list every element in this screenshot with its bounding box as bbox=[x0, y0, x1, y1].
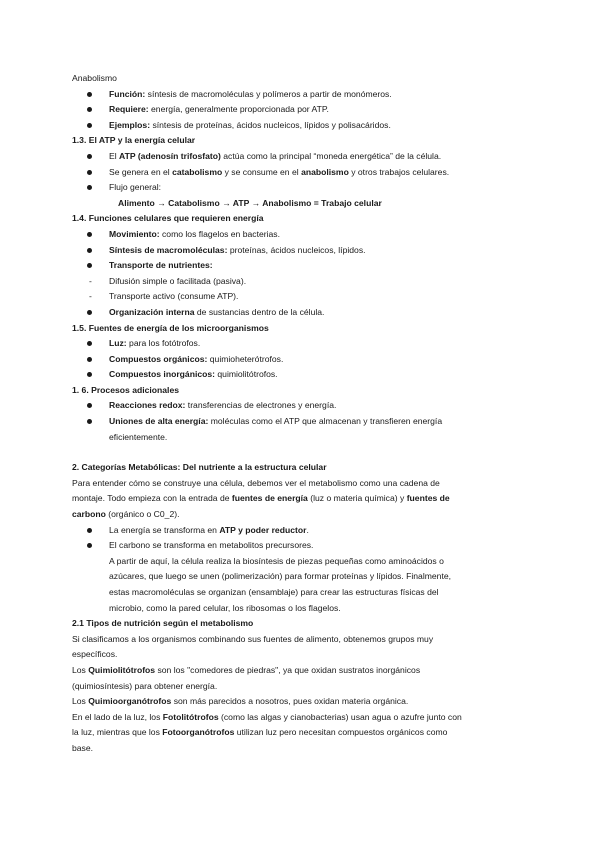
bullet-icon bbox=[87, 123, 92, 128]
paragraph-line: específicos. bbox=[72, 649, 118, 660]
list-item: Organización interna de sustancias dentro de la célula. bbox=[72, 305, 532, 321]
paragraph-line: microbio, como la pared celular, los ribosomas o los flagelos. bbox=[109, 602, 341, 613]
list-item: Función: síntesis de macromoléculas y polímeros a partir de monómeros. bbox=[72, 87, 532, 103]
list-item: Uniones de alta energía: moléculas como el ATP que almacenan y transfieren energía bbox=[72, 414, 532, 430]
section-title-anabolismo: Anabolismo bbox=[72, 73, 117, 83]
dash-icon: - bbox=[89, 275, 92, 286]
list-item-continuation: eficientemente. bbox=[109, 431, 168, 442]
bullet-icon bbox=[87, 528, 92, 533]
flow-line: Alimento → Catabolismo → ATP → Anabolismo = Trabajo celular bbox=[118, 197, 382, 208]
list-item: Se genera en el catabolismo y se consume en el anabolismo y otros trabajos celulares. bbox=[72, 165, 532, 181]
list-item: Síntesis de macromoléculas: proteínas, ácidos nucleicos, lípidos. bbox=[72, 243, 532, 259]
bullet-icon bbox=[87, 232, 92, 237]
paragraph-line: montaje. Todo empieza con la entrada de fuentes de energía (luz o materia química) y fuentes de bbox=[72, 493, 450, 504]
bullet-icon bbox=[87, 403, 92, 408]
list-item: Requiere: energía, generalmente proporcionada por ATP. bbox=[72, 102, 532, 118]
list-item: El ATP (adenosín trifosfato) actúa como la principal “moneda energética” de la célula. bbox=[72, 149, 532, 165]
list-item: Transporte de nutrientes: bbox=[72, 258, 532, 274]
section-heading-procesos: 1. 6. Procesos adicionales bbox=[72, 384, 179, 395]
paragraph-line: Si clasificamos a los organismos combinando sus fuentes de alimento, obtenemos grupos muy bbox=[72, 633, 434, 644]
bullet-icon bbox=[87, 185, 92, 190]
paragraph-line: (quimiosíntesis) para obtener energía. bbox=[72, 680, 218, 691]
document-page bbox=[72, 71, 532, 757]
list-item: Ejemplos: síntesis de proteínas, ácidos nucleicos, lípidos y polisacáridos. bbox=[72, 118, 532, 134]
bullet-icon bbox=[87, 372, 92, 377]
bullet-icon bbox=[87, 310, 92, 315]
section-heading-tipos: 2.1 Tipos de nutrición según el metabolismo bbox=[72, 618, 254, 629]
dash-icon: - bbox=[89, 291, 92, 302]
bullet-icon bbox=[87, 248, 92, 253]
bullet-icon bbox=[87, 543, 92, 548]
paragraph-line: azúcares, que luego se unen (polimerización) para formar proteínas y lípidos. Finalmente, bbox=[109, 571, 452, 582]
list-item: Flujo general: bbox=[72, 180, 532, 196]
paragraph-line: Para entender cómo se construye una célula, debemos ver el metabolismo como una cadena de bbox=[72, 477, 440, 488]
paragraph-line: estas macromoléculas se organizan (ensamblaje) para crear las estructuras físicas del bbox=[109, 587, 439, 597]
bullet-icon bbox=[87, 263, 92, 268]
paragraph-line: base. bbox=[72, 742, 94, 753]
list-item: Compuestos inorgánicos: quimiolitótrofos. bbox=[72, 367, 532, 383]
list-item: El carbono se transforma en metabolitos precursores. bbox=[72, 538, 532, 554]
list-item: Movimiento: como los flagelos en bacterias. bbox=[72, 227, 532, 243]
bullet-icon bbox=[87, 341, 92, 346]
bullet-icon bbox=[87, 170, 92, 175]
list-item: La energía se transforma en ATP y poder reductor. bbox=[72, 523, 532, 539]
section-heading-atp: 1.3. El ATP y la energía celular bbox=[72, 135, 196, 146]
paragraph-line: Los Quimioorganótrofos son más parecidos a nosotros, pues oxidan materia orgánica. bbox=[72, 696, 409, 707]
dash-item: - Difusión simple o facilitada (pasiva). bbox=[72, 274, 532, 290]
bullet-icon bbox=[87, 107, 92, 112]
paragraph-line: la luz, mientras que los Fotoorganótrofos utilizan luz pero necesitan compuestos orgánicos como bbox=[72, 727, 448, 738]
section-heading-funciones: 1.4. Funciones celulares que requieren energía bbox=[72, 213, 264, 224]
list-item: Compuestos orgánicos: quimioheterótrofos. bbox=[72, 352, 532, 368]
paragraph-line: Los Quimiolitótrofos son los "comedores de piedras", ya que oxidan sustratos inorgánicos bbox=[72, 664, 421, 675]
section-heading-fuentes: 1.5. Fuentes de energía de los microorganismos bbox=[72, 322, 269, 333]
bullet-icon bbox=[87, 92, 92, 97]
paragraph-line: En el lado de la luz, los Fotolitótrofos (como las algas y cianobacterias) usan agua o azufre junto con bbox=[72, 711, 462, 722]
bullet-icon bbox=[87, 154, 92, 159]
spacer bbox=[72, 445, 532, 460]
list-item: Reacciones redox: transferencias de electrones y energía. bbox=[72, 398, 532, 414]
bullet-icon bbox=[87, 357, 92, 362]
section-heading-categorias: 2. Categorías Metabólicas: Del nutriente a la estructura celular bbox=[72, 462, 327, 473]
paragraph-line: carbono (orgánico o C0_2). bbox=[72, 509, 180, 520]
list-item: Luz: para los fotótrofos. bbox=[72, 336, 532, 352]
bullet-icon bbox=[87, 419, 92, 424]
paragraph-line: A partir de aquí, la célula realiza la biosíntesis de piezas pequeñas como aminoácidos o bbox=[109, 555, 444, 566]
dash-item: - Transporte activo (consume ATP). bbox=[72, 289, 532, 305]
